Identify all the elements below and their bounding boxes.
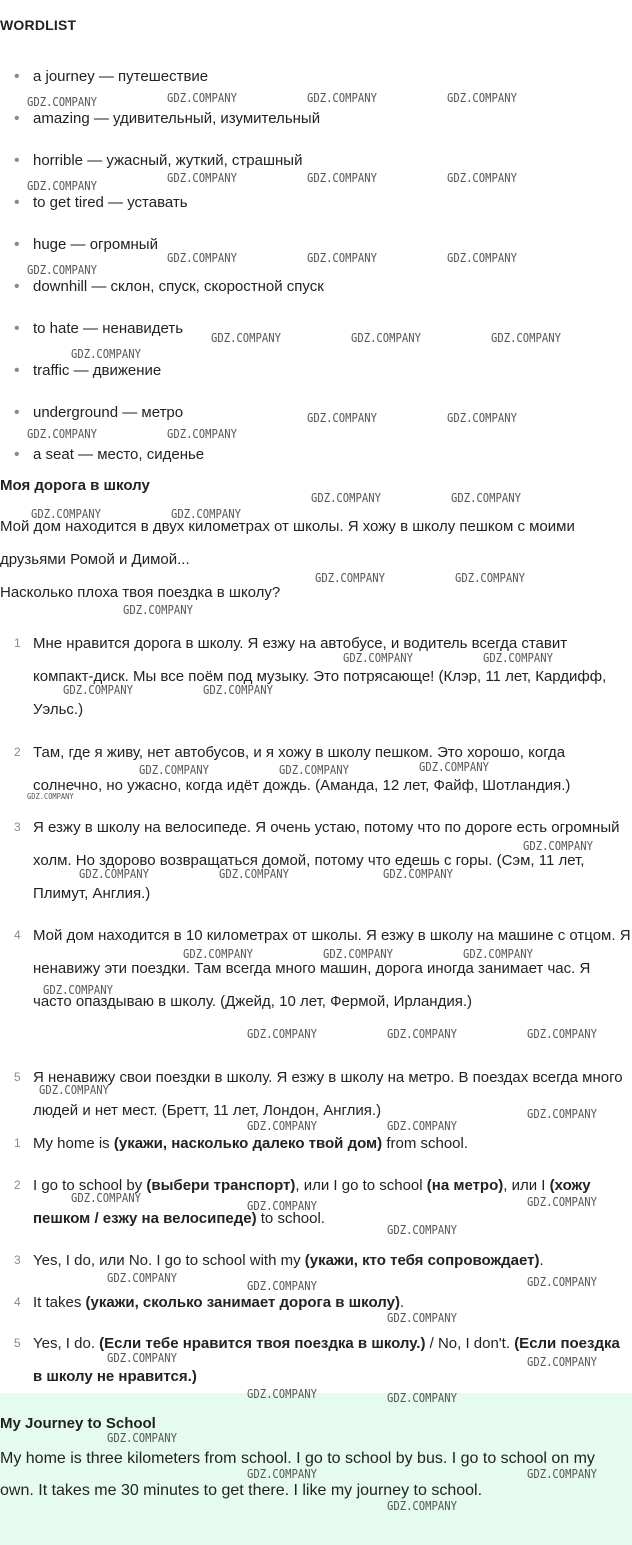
item-number: 5 (14, 1070, 21, 1084)
watermark: GDZ.COMPANY (527, 1027, 597, 1041)
watermark: GDZ.COMPANY (307, 251, 377, 265)
watermark: GDZ.COMPANY (491, 331, 561, 345)
story-text: Мой дом находится в 10 километрах от школы. Я езжу в школу на машине с отцом. Я ненавижу эти поездки. Там всегда много машин, дорога иногда занимает час. Я часто опаздываю в школу. (Джейд, 10 лет, Фермой, Ирландия.) (33, 927, 631, 1010)
watermark: GDZ.COMPANY (27, 427, 97, 441)
watermark: GDZ.COMPANY (419, 760, 489, 774)
item-number: 3 (14, 1253, 21, 1267)
watermark: GDZ.COMPANY (247, 1467, 317, 1481)
guide-part: My home is (33, 1135, 114, 1152)
item-number: 2 (14, 1178, 21, 1192)
watermark: GDZ.COMPANY (27, 179, 97, 193)
watermark: GDZ.COMPANY (387, 1119, 457, 1133)
wordlist-title: WORDLIST (0, 17, 77, 33)
watermark: GDZ.COMPANY (139, 763, 209, 777)
watermark: GDZ.COMPANY (79, 867, 149, 881)
guide-text (33, 1127, 631, 1160)
word-entry: huge — огромный (33, 236, 158, 253)
story-text: Мне нравится дорога в школу. Я езжу на автобусе, и водитель всегда ставит компакт-диск. Мы все поём под музыку. Это потрясающе! (Клэр, 11 лет, Кардифф, Уэльс.) (33, 635, 607, 718)
watermark: GDZ.COMPANY (107, 1271, 177, 1285)
watermark: GDZ.COMPANY (219, 867, 289, 881)
bullet-icon: • (14, 320, 20, 337)
item-number: 1 (14, 1136, 21, 1150)
watermark: GDZ.COMPANY (247, 1027, 317, 1041)
watermark: GDZ.COMPANY (167, 427, 237, 441)
guide-hint: (Если тебе нравится твоя поездка в школу.) (99, 1335, 426, 1352)
watermark: GDZ.COMPANY (31, 507, 101, 521)
watermark: GDZ.COMPANY (455, 571, 525, 585)
watermark: GDZ.COMPANY (43, 983, 113, 997)
watermark: GDZ.COMPANY (279, 763, 349, 777)
word-entry: horrible — ужасный, жуткий, страшный (33, 152, 303, 169)
bullet-icon: • (14, 152, 20, 169)
item-number: 2 (14, 745, 21, 759)
watermark: GDZ.COMPANY (351, 331, 421, 345)
watermark: GDZ.COMPANY (447, 91, 517, 105)
answer-title: My Journey to School (0, 1415, 156, 1432)
watermark: GDZ.COMPANY (171, 507, 241, 521)
watermark: GDZ.COMPANY (527, 1467, 597, 1481)
bullet-icon: • (14, 194, 20, 211)
watermark: GDZ.COMPANY (323, 947, 393, 961)
guide-hint: (хожу пешком / езжу на велосипеде) (33, 1177, 591, 1227)
watermark: GDZ.COMPANY (451, 491, 521, 505)
watermark: GDZ.COMPANY (167, 171, 237, 185)
guide-part: It takes (33, 1294, 86, 1311)
watermark: GDZ.COMPANY (311, 491, 381, 505)
guide-hint: (укажи, кто тебя сопровождает) (304, 1252, 540, 1269)
watermark: GDZ.COMPANY (343, 651, 413, 665)
word-entry: to get tired — уставать (33, 194, 188, 211)
word-entry: a journey — путешествие (33, 68, 209, 85)
guide-hint: (выбери транспорт) (146, 1177, 296, 1194)
watermark: GDZ.COMPANY (387, 1391, 457, 1405)
watermark: GDZ.COMPANY (27, 263, 97, 277)
watermark: GDZ.COMPANY (247, 1279, 317, 1293)
bullet-icon: • (14, 278, 20, 295)
bullet-icon: • (14, 68, 20, 85)
guide-hint: (укажи, сколько занимает дорога в школу) (85, 1294, 400, 1311)
word-entry: to hate — ненавидеть (33, 320, 184, 337)
word-entry: traffic — движение (33, 362, 162, 379)
guide-part: I go to school by (33, 1177, 147, 1194)
watermark: GDZ.COMPANY (71, 1191, 141, 1205)
guide-part: . (399, 1294, 405, 1311)
watermark: GDZ.COMPANY (39, 1083, 109, 1097)
guide-part: to school. (256, 1210, 325, 1227)
watermark: GDZ.COMPANY (167, 91, 237, 105)
watermark: GDZ.COMPANY (527, 1275, 597, 1289)
item-number: 4 (14, 928, 21, 942)
story-text: Я езжу в школу на велосипеде. Я очень устаю, потому что по дороге есть огромный холм. Но здорово возвращаться домой, потому что едешь с горы. (Сэм, 11 лет, Плимут, Англия.) (33, 819, 620, 902)
watermark: GDZ.COMPANY (307, 411, 377, 425)
watermark: GDZ.COMPANY (107, 1431, 177, 1445)
guide-part: Yes, I do. (33, 1335, 100, 1352)
guide-part: / No, I don't. (425, 1335, 515, 1352)
story-text: Там, где я живу, нет автобусов, и я хожу в школу пешком. Это хорошо, когда солнечно, но ужасно, когда идёт дождь. (Аманда, 12 лет, Файф, Шотландия.) (33, 744, 571, 794)
watermark: GDZ.COMPANY (387, 1027, 457, 1041)
watermark: GDZ.COMPANY (247, 1199, 317, 1213)
watermark: GDZ.COMPANY (247, 1387, 317, 1401)
watermark: GDZ.COMPANY (527, 1195, 597, 1209)
watermark: GDZ.COMPANY (307, 91, 377, 105)
answer-text: My home is three kilometers from school. I go to school by bus. I go to school on my own. It takes me 30 minutes to get there. I like my journey to school. (0, 1450, 595, 1499)
bullet-icon: • (14, 110, 20, 127)
watermark: GDZ.COMPANY (183, 947, 253, 961)
bullet-icon: • (14, 236, 20, 253)
watermark: GDZ.COMPANY (527, 1355, 597, 1369)
watermark: GDZ.COMPANY (387, 1499, 457, 1513)
watermark: GDZ.COMPANY (387, 1311, 457, 1325)
watermark: GDZ.COMPANY (527, 1107, 597, 1121)
watermark: GDZ.COMPANY (307, 171, 377, 185)
word-entry: a seat — место, сиденье (33, 446, 205, 463)
intro-paragraph: Мой дом находится в двух километрах от школы. Я хожу в школу пешком с моими друзьями Ромой и Димой... (0, 518, 575, 568)
watermark: GDZ.COMPANY (107, 1351, 177, 1365)
item-number: 3 (14, 820, 21, 834)
word-entry: downhill — склон, спуск, скоростной спуск (33, 278, 324, 295)
watermark: GDZ.COMPANY (315, 571, 385, 585)
item-number: 5 (14, 1336, 21, 1350)
watermark: GDZ.COMPANY (27, 95, 97, 109)
item-number: 1 (14, 636, 21, 650)
guide-part: from school. (382, 1135, 469, 1152)
item-number: 4 (14, 1295, 21, 1309)
guide-part: , или I (503, 1177, 550, 1194)
watermark: GDZ.COMPANY (27, 792, 74, 801)
guide-part: Yes, I do, или No. I go to school with my (33, 1252, 305, 1269)
bullet-icon: • (14, 446, 20, 463)
story-text: Я ненавижу свои поездки в школу. Я езжу в школу на метро. В поездах всегда много людей и нет мест. (Бретт, 11 лет, Лондон, Англия.) (33, 1069, 623, 1119)
word-entry: underground — метро (33, 404, 184, 421)
watermark: GDZ.COMPANY (211, 331, 281, 345)
watermark: GDZ.COMPANY (167, 251, 237, 265)
watermark: GDZ.COMPANY (463, 947, 533, 961)
watermark: GDZ.COMPANY (483, 651, 553, 665)
bullet-icon: • (14, 404, 20, 421)
question-paragraph: Насколько плоха твоя поездка в школу? (0, 584, 281, 601)
watermark: GDZ.COMPANY (247, 1119, 317, 1133)
watermark: GDZ.COMPANY (203, 683, 273, 697)
guide-part: , или I go to school (295, 1177, 427, 1194)
guide-hint: (укажи, насколько далеко твой дом) (113, 1135, 383, 1152)
guide-hint: (Если поездка в школу не нравится.) (33, 1335, 620, 1385)
watermark: GDZ.COMPANY (447, 251, 517, 265)
guide-part: . (539, 1252, 544, 1269)
section-title: Моя дорога в школу (0, 477, 150, 494)
bullet-icon: • (14, 362, 20, 379)
guide-hint: (на метро) (426, 1177, 504, 1194)
watermark: GDZ.COMPANY (123, 603, 193, 617)
watermark: GDZ.COMPANY (63, 683, 133, 697)
watermark: GDZ.COMPANY (447, 411, 517, 425)
watermark: GDZ.COMPANY (523, 839, 593, 853)
word-entry: amazing — удивительный, изумительный (33, 110, 321, 127)
watermark: GDZ.COMPANY (447, 171, 517, 185)
watermark: GDZ.COMPANY (71, 347, 141, 361)
watermark: GDZ.COMPANY (383, 867, 453, 881)
guide-text (33, 1286, 631, 1319)
watermark: GDZ.COMPANY (387, 1223, 457, 1237)
